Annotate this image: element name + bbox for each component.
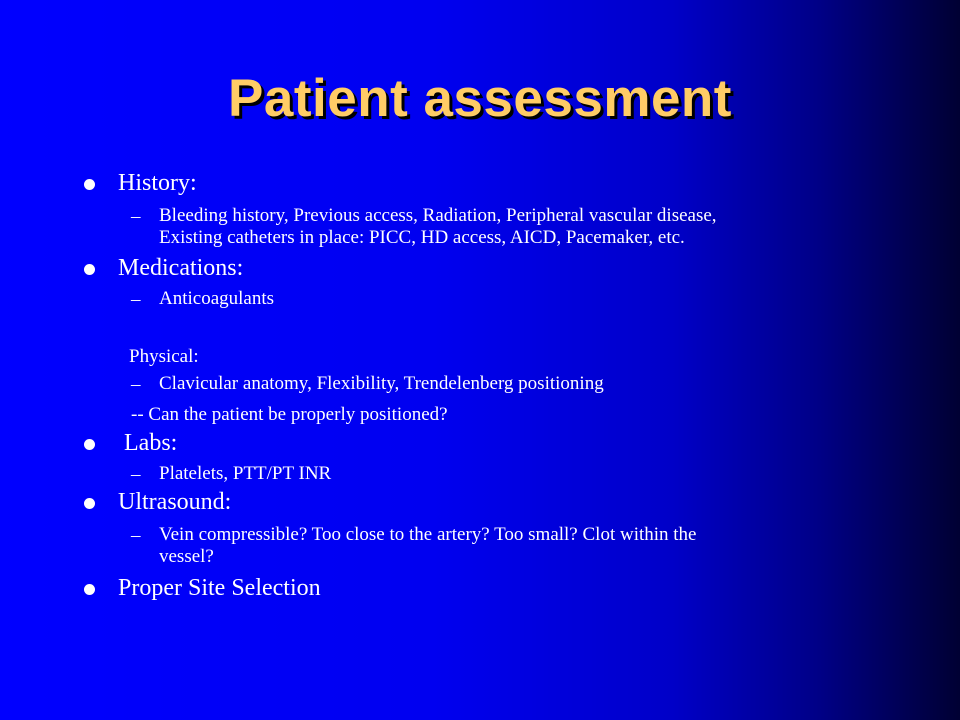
physical-detail: Clavicular anatomy, Flexibility, Trendelenberg positioning <box>159 373 604 394</box>
ultrasound-detail-line2: vessel? <box>159 546 214 567</box>
slide-title: Patient assessment <box>228 69 732 128</box>
bullet-site-selection <box>84 584 95 595</box>
bullet-medications <box>84 264 95 275</box>
history-detail-line2: Existing catheters in place: PICC, HD access, AICD, Pacemaker, etc. <box>159 227 685 248</box>
bullet-ultrasound <box>84 498 95 509</box>
dash-ultrasound: – <box>131 525 141 546</box>
dash-physical: – <box>131 374 141 395</box>
ultrasound-heading: Ultrasound: <box>118 489 232 515</box>
physical-note: -- Can the patient be properly positioned? <box>131 404 448 425</box>
ultrasound-detail-line1: Vein compressible? Too close to the artery? Too small? Clot within the <box>159 524 697 545</box>
medications-heading: Medications: <box>118 255 244 281</box>
labs-detail: Platelets, PTT/PT INR <box>159 463 332 484</box>
bullet-history <box>84 179 95 190</box>
site-selection-heading: Proper Site Selection <box>118 575 321 601</box>
history-heading: History: <box>118 170 197 196</box>
medications-detail: Anticoagulants <box>159 288 275 309</box>
dash-history: – <box>131 206 141 227</box>
bullet-labs <box>84 439 95 450</box>
dash-labs: – <box>131 464 141 485</box>
labs-heading: Labs: <box>124 430 178 456</box>
history-detail-line1: Bleeding history, Previous access, Radiation, Peripheral vascular disease, <box>159 205 717 226</box>
physical-heading: Physical: <box>129 346 199 367</box>
dash-medications: – <box>131 289 141 310</box>
